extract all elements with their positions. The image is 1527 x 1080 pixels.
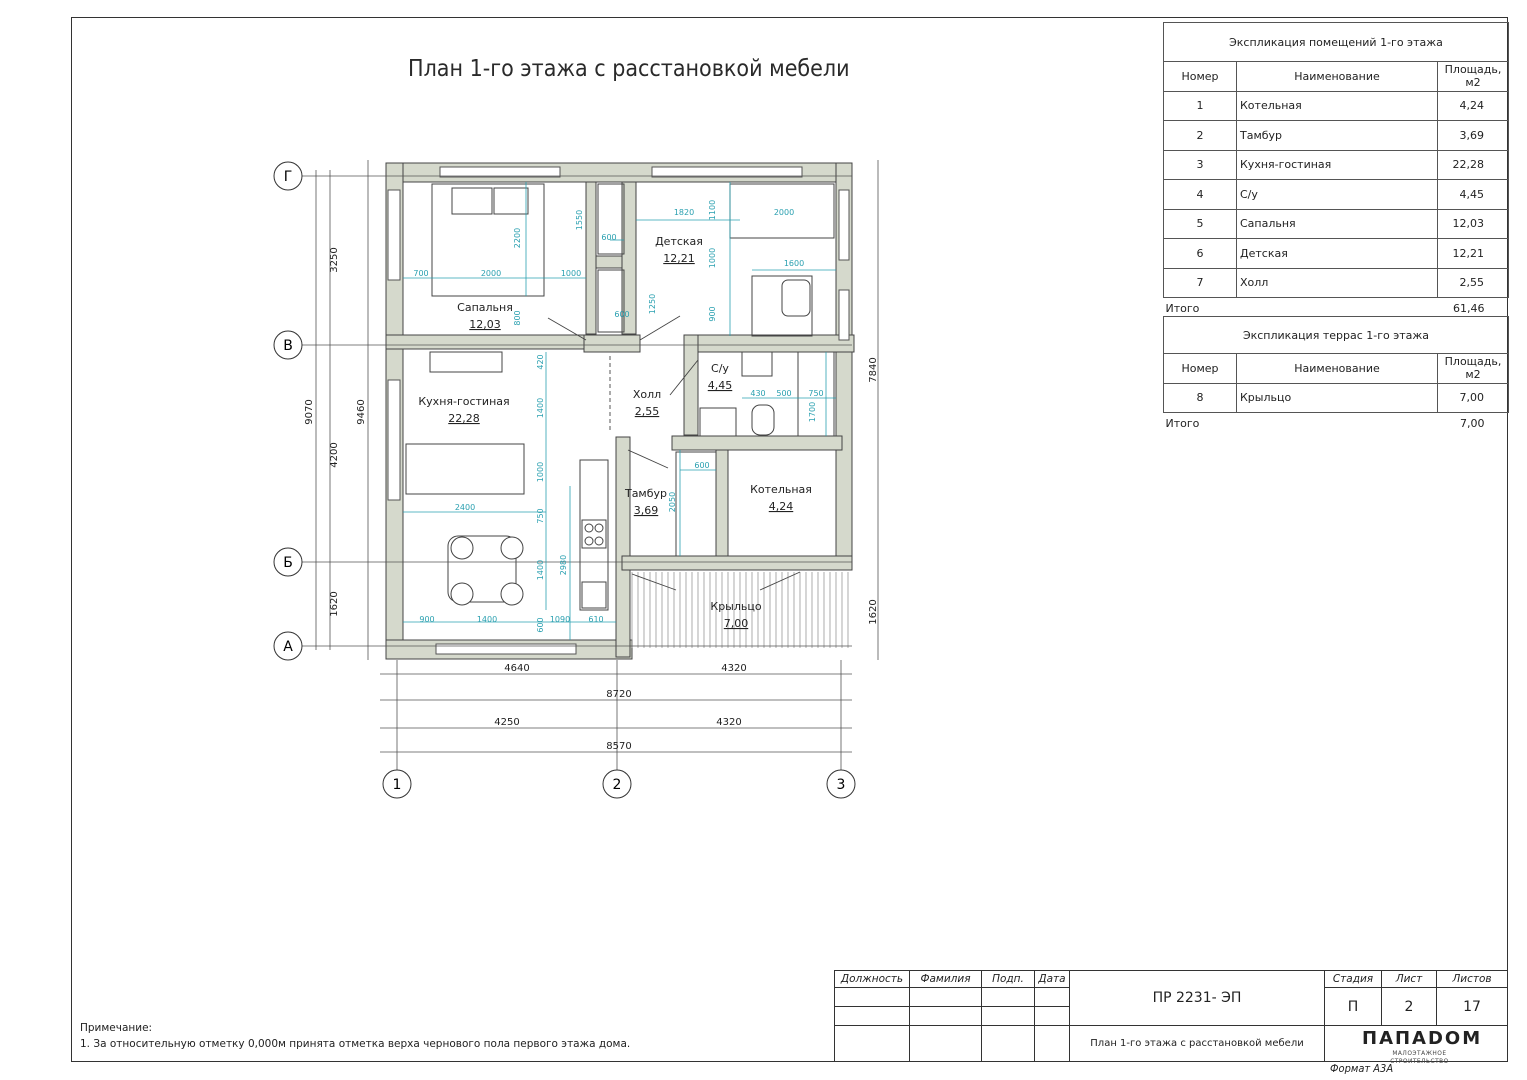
stamp-blank <box>834 1025 910 1062</box>
room-name: Сапальня <box>457 301 513 314</box>
stamp-blank <box>834 1006 910 1026</box>
inner-dim-label: 1250 <box>648 293 657 315</box>
rooms-row-area: 4,24 <box>1438 91 1509 121</box>
dim-bottom-b: 4320 <box>721 663 747 674</box>
inner-dim-label: 600 <box>694 461 710 470</box>
room-name: Крыльцо <box>710 600 762 613</box>
rooms-row-number: 1 <box>1164 91 1237 121</box>
rooms-row-number: 3 <box>1164 150 1237 180</box>
terrace-table-header-name: Наименование <box>1237 354 1438 384</box>
stamp-blank <box>981 1025 1035 1062</box>
dim-bottom-total2: 8570 <box>606 741 632 752</box>
rooms-table-header-name: Наименование <box>1237 62 1438 92</box>
washbasin <box>742 352 772 376</box>
inner-dim-label: 2400 <box>454 503 476 512</box>
inner-dim-label: 600 <box>536 617 545 633</box>
inner-dim-label: 600 <box>614 310 630 319</box>
rooms-row-area: 12,03 <box>1438 209 1509 239</box>
terrace-table-header-number: Номер <box>1164 354 1237 384</box>
note-heading: Примечание: <box>80 1022 153 1034</box>
stamp-sign-header: Подп. <box>981 970 1035 988</box>
stamp-sheet-title: План 1-го этажа с расстановкой мебели <box>1069 1025 1325 1062</box>
axis-number: 2 <box>612 777 622 793</box>
kitchen-counter <box>580 460 608 610</box>
axis-letter: А <box>283 639 293 655</box>
rooms-table-header-area: Площадь, м2 <box>1438 62 1509 92</box>
room-name: С/у <box>711 362 729 375</box>
rooms-row-area: 3,69 <box>1438 121 1509 151</box>
inner-dim-label: 1600 <box>783 259 805 268</box>
inner-dim-label: 700 <box>413 269 429 278</box>
room-area: 12,03 <box>469 318 501 331</box>
room-area: 3,69 <box>633 504 659 517</box>
dim-left-outer2: 9460 <box>356 399 367 425</box>
stamp-blank <box>981 1006 1035 1026</box>
rooms-row-name: С/у <box>1237 180 1438 210</box>
inner-dim-label: 1400 <box>536 397 545 419</box>
table-row <box>1164 268 1509 298</box>
inner-dim-label: 900 <box>708 306 717 322</box>
tv-unit <box>430 352 502 372</box>
stamp-blank <box>981 987 1035 1007</box>
inner-dim-label: 1000 <box>708 247 717 269</box>
inner-dim-label: 2000 <box>773 208 795 217</box>
table-row <box>1164 239 1509 269</box>
terrace-row-name: Крыльцо <box>1237 383 1438 413</box>
room-area: 12,21 <box>663 252 695 265</box>
inner-dim-label: 420 <box>536 354 545 370</box>
stamp-surname-header: Фамилия <box>909 970 982 988</box>
table-row <box>1164 91 1509 121</box>
inner-dim-label: 610 <box>588 615 604 624</box>
room-name: Холл <box>632 388 662 401</box>
stamp-blank <box>909 1006 982 1026</box>
inner-dim-label: 2980 <box>559 554 568 576</box>
stamp-sheet: 2 <box>1381 987 1437 1026</box>
axis-number: 1 <box>392 777 402 793</box>
stamp-blank <box>909 1025 982 1062</box>
rooms-row-name: Котельная <box>1237 91 1438 121</box>
note-text: 1. За относительную отметку 0,000м принята отметка верха чернового пола первого этажа дома. <box>80 1038 631 1050</box>
room-area: 22,28 <box>448 412 480 425</box>
dim-left-outer: 9070 <box>304 399 315 425</box>
stamp-blank <box>1034 1025 1070 1062</box>
stamp-stage-header: Стадия <box>1324 970 1382 988</box>
axis-lines <box>302 176 852 770</box>
rooms-row-number: 5 <box>1164 209 1237 239</box>
inner-dim-label: 2050 <box>668 491 677 513</box>
inner-dim-label: 1550 <box>575 209 584 231</box>
stamp-blank <box>1034 987 1070 1007</box>
stamp-sheets-header: Листов <box>1436 970 1508 988</box>
rooms-row-number: 2 <box>1164 121 1237 151</box>
rooms-row-number: 7 <box>1164 268 1237 298</box>
table-row <box>1164 150 1509 180</box>
inner-dim-label: 1400 <box>536 559 545 581</box>
stamp-blank <box>1034 1006 1070 1026</box>
dim-left-gv: 3250 <box>329 247 340 273</box>
shelf <box>700 408 736 436</box>
company-logo <box>1362 1028 1483 1065</box>
rooms-row-name: Холл <box>1237 268 1438 298</box>
stamp-sheets: 17 <box>1436 987 1508 1026</box>
axis-letter: Г <box>283 169 293 185</box>
logo-subtitle: МАЛОЭТАЖНОЕ СТРОИТЕЛЬСТВО <box>1390 1049 1449 1065</box>
dim-bottom-total: 8720 <box>606 689 632 700</box>
inner-dim-label: 430 <box>750 389 766 398</box>
inner-dim-label: 1400 <box>476 615 498 624</box>
room-area: 2,55 <box>634 405 660 418</box>
sofa <box>406 444 524 494</box>
stamp-date-header: Дата <box>1034 970 1070 988</box>
inner-dim-label: 500 <box>776 389 792 398</box>
dim-bottom-d: 4320 <box>716 717 742 728</box>
inner-dim-label: 900 <box>419 615 435 624</box>
stamp-position-header: Должность <box>834 970 910 988</box>
rooms-table-caption: Экспликация помещений 1-го этажа <box>1164 23 1509 62</box>
stamp-blank <box>834 987 910 1007</box>
inner-dim-label: 2000 <box>480 269 502 278</box>
dim-left-ba: 1620 <box>329 591 340 617</box>
rooms-row-area: 12,21 <box>1438 239 1509 269</box>
rooms-row-name: Кухня-гостиная <box>1237 150 1438 180</box>
rooms-row-number: 4 <box>1164 180 1237 210</box>
stamp-code: ПР 2231- ЭП <box>1069 970 1325 1026</box>
table-row <box>1164 180 1509 210</box>
wardrobe-1 <box>598 184 624 254</box>
room-name: Кухня-гостиная <box>418 395 510 408</box>
note <box>80 1020 630 1052</box>
terrace-row-number: 8 <box>1164 383 1237 413</box>
stamp-blank <box>909 987 982 1007</box>
inner-dim-label: 750 <box>808 389 824 398</box>
axis-bubbles <box>274 162 855 798</box>
stamp-sheet-header: Лист <box>1381 970 1437 988</box>
rooms-table-header-number: Номер <box>1164 62 1237 92</box>
rooms-total-label: Итого <box>1165 302 1200 315</box>
inner-dim-label: 1090 <box>549 615 571 624</box>
terrace-total-value: 7,00 <box>1460 417 1485 430</box>
inner-dim-label: 750 <box>536 508 545 524</box>
sink <box>582 582 606 608</box>
rooms-row-name: Тамбур <box>1237 121 1438 151</box>
dim-bottom-c: 4250 <box>494 717 520 728</box>
inner-dim-label: 1820 <box>673 208 695 217</box>
dim-left-vb: 4200 <box>329 442 340 468</box>
stove-burners <box>585 524 603 545</box>
inner-dim-label: 1100 <box>708 199 717 221</box>
rooms-row-name: Детская <box>1237 239 1438 269</box>
dim-right-top: 7840 <box>868 357 879 383</box>
room-area: 4,45 <box>707 379 733 392</box>
terrace-table-header-area: Площадь, м2 <box>1438 354 1509 384</box>
table-row <box>1164 121 1509 151</box>
dim-bottom-a: 4640 <box>504 663 530 674</box>
inner-dim-label: 2200 <box>513 227 522 249</box>
room-area: 4,24 <box>768 500 794 513</box>
rooms-row-area: 22,28 <box>1438 150 1509 180</box>
axis-letter: Б <box>283 555 293 571</box>
terrace-table-caption: Экспликация террас 1-го этажа <box>1164 317 1509 354</box>
drawing-title: План 1-го этажа с расстановкой мебели <box>408 56 850 82</box>
terrace-table <box>1163 316 1509 434</box>
inner-dim-label: 1700 <box>808 401 817 423</box>
toilet <box>752 405 774 435</box>
rooms-table <box>1163 22 1509 319</box>
inner-dim-label: 800 <box>513 310 522 326</box>
room-area: 7,00 <box>723 617 749 630</box>
stamp-stage: П <box>1324 987 1382 1026</box>
terrace-row-area: 7,00 <box>1438 383 1509 413</box>
inner-dim-label: 1000 <box>560 269 582 278</box>
bed-bedroom <box>432 184 544 296</box>
dim-right-bottom: 1620 <box>868 599 879 625</box>
room-name: Детская <box>655 235 703 248</box>
logo-text: ПАПАDOM <box>1362 1028 1483 1049</box>
inner-dim-label: 1000 <box>536 461 545 483</box>
axis-number: 3 <box>836 777 846 793</box>
terrace-total-label: Итого <box>1165 417 1200 430</box>
room-name: Котельная <box>750 483 812 496</box>
rooms-row-area: 2,55 <box>1438 268 1509 298</box>
inner-dim-label: 600 <box>601 233 617 242</box>
table-row <box>1164 383 1509 413</box>
doors <box>548 316 800 590</box>
rooms-row-name: Сапальня <box>1237 209 1438 239</box>
table-row <box>1164 209 1509 239</box>
rooms-row-area: 4,45 <box>1438 180 1509 210</box>
sheet-format: Формат А3А <box>1330 1062 1394 1075</box>
rooms-row-number: 6 <box>1164 239 1237 269</box>
rooms-total-value: 61,46 <box>1453 302 1485 315</box>
wardrobe-2 <box>598 270 624 332</box>
room-name: Тамбур <box>624 487 668 500</box>
axis-letter: В <box>283 338 293 354</box>
